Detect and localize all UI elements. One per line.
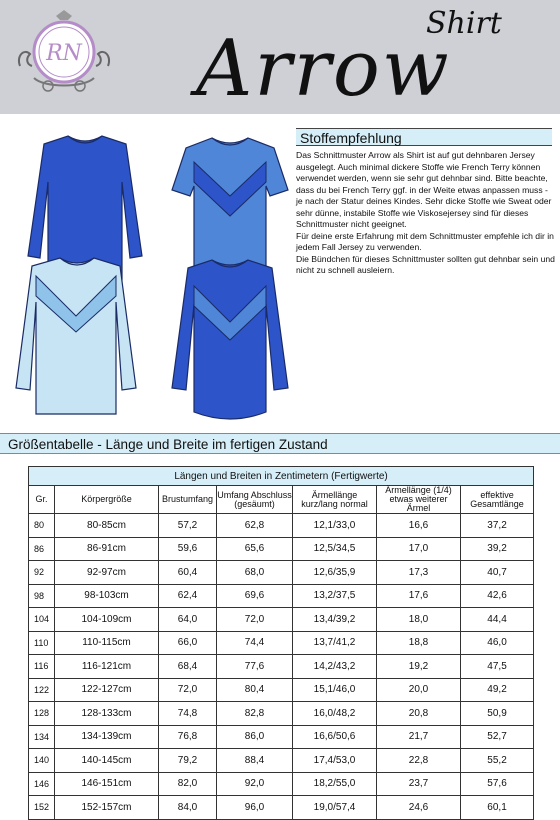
table-cell: 116-121cm	[55, 655, 159, 679]
table-cell: 16,6/50,6	[293, 725, 377, 749]
table-cell: 62,8	[217, 514, 293, 538]
size-cell: 98	[29, 584, 55, 608]
table-row	[29, 678, 534, 702]
table-cell: 82,0	[159, 772, 217, 796]
table-row	[29, 514, 534, 538]
table-cell: 16,0/48,2	[293, 702, 377, 726]
table-cell: 122-127cm	[55, 678, 159, 702]
stoff-paragraph-3: Die Bündchen für dieses Schnittmuster sollten gut dehnbar sein und nicht zu schnell ausleiern.	[296, 253, 555, 275]
shirt-light-longsleeve	[16, 258, 136, 414]
size-cell: 116	[29, 655, 55, 679]
table-cell: 64,0	[159, 608, 217, 632]
table-row	[29, 796, 534, 820]
table-cell: 16,6	[377, 514, 461, 538]
table-cell: 40,7	[461, 561, 534, 585]
table-cell: 86-91cm	[55, 537, 159, 561]
table-caption: Längen und Breiten in Zentimetern (Fertigwerte)	[29, 467, 534, 486]
table-cell: 86,0	[217, 725, 293, 749]
table-cell: 80-85cm	[55, 514, 159, 538]
size-cell: 128	[29, 702, 55, 726]
table-cell: 13,2/37,5	[293, 584, 377, 608]
table-cell: 52,7	[461, 725, 534, 749]
table-cell: 13,7/41,2	[293, 631, 377, 655]
table-row	[29, 608, 534, 632]
stoff-paragraph-2: Für deine erste Erfahrung mit dem Schnittmuster empfehle ich dir in jedem Fall Jersey zu verwenden.	[296, 230, 554, 252]
table-cell: 88,4	[217, 749, 293, 773]
table-cell: 82,8	[217, 702, 293, 726]
table-header-cell: Körpergröße	[55, 486, 159, 514]
table-cell: 84,0	[159, 796, 217, 820]
table-header-cell: Gr.	[29, 486, 55, 514]
table-row	[29, 749, 534, 773]
size-cell: 86	[29, 537, 55, 561]
table-cell: 104-109cm	[55, 608, 159, 632]
table-cell: 59,6	[159, 537, 217, 561]
table-cell: 44,4	[461, 608, 534, 632]
table-cell: 17,3	[377, 561, 461, 585]
title-sub: Shirt	[426, 6, 502, 41]
table-cell: 98-103cm	[55, 584, 159, 608]
table-header-row	[29, 486, 534, 514]
table-cell: 15,1/46,0	[293, 678, 377, 702]
table-row	[29, 561, 534, 585]
table-header-cell: effektive Gesamtlänge	[461, 486, 534, 514]
table-cell: 18,2/55,0	[293, 772, 377, 796]
table-cell: 57,2	[159, 514, 217, 538]
table-cell: 72,0	[217, 608, 293, 632]
table-cell: 17,6	[377, 584, 461, 608]
table-header-cell: Umfang Abschluss (gesäumt)	[217, 486, 293, 514]
table-cell: 17,4/53,0	[293, 749, 377, 773]
table-row	[29, 725, 534, 749]
stoff-title: Stoffempfehlung	[296, 128, 552, 146]
shirt-illustrations	[0, 126, 290, 426]
table-cell: 22,8	[377, 749, 461, 773]
shirt-chevron-shortsleeve	[172, 138, 288, 286]
table-cell: 77,6	[217, 655, 293, 679]
table-header-cell: Ärmellänge (1/4) etwas weiterer Ärmel	[377, 486, 461, 514]
size-table	[28, 466, 533, 820]
table-cell: 17,0	[377, 537, 461, 561]
table-cell: 23,7	[377, 772, 461, 796]
table-cell: 66,0	[159, 631, 217, 655]
header-banner	[0, 0, 560, 114]
table-cell: 21,7	[377, 725, 461, 749]
table-cell: 60,1	[461, 796, 534, 820]
table-cell: 12,6/35,9	[293, 561, 377, 585]
size-cell: 134	[29, 725, 55, 749]
shirt-royal-chevron-longsleeve	[172, 260, 288, 419]
size-cell: 104	[29, 608, 55, 632]
table-cell: 146-151cm	[55, 772, 159, 796]
table-cell: 92-97cm	[55, 561, 159, 585]
table-row	[29, 655, 534, 679]
table-cell: 65,6	[217, 537, 293, 561]
table-row	[29, 702, 534, 726]
table-cell: 18,8	[377, 631, 461, 655]
table-cell: 57,6	[461, 772, 534, 796]
table-cell: 60,4	[159, 561, 217, 585]
table-cell: 134-139cm	[55, 725, 159, 749]
title-main: Arrow	[196, 24, 451, 114]
table-cell: 49,2	[461, 678, 534, 702]
shirt-royal-longsleeve	[28, 136, 142, 280]
table-cell: 74,4	[217, 631, 293, 655]
table-cell: 12,5/34,5	[293, 537, 377, 561]
table-cell: 20,8	[377, 702, 461, 726]
table-cell: 24,6	[377, 796, 461, 820]
table-cell: 79,2	[159, 749, 217, 773]
table-cell: 128-133cm	[55, 702, 159, 726]
table-cell: 18,0	[377, 608, 461, 632]
table-cell: 80,4	[217, 678, 293, 702]
table-cell: 74,8	[159, 702, 217, 726]
table-cell: 19,0/57,4	[293, 796, 377, 820]
size-cell: 122	[29, 678, 55, 702]
size-table-bar: Größentabelle - Länge und Breite im fertigen Zustand	[0, 433, 560, 454]
table-cell: 55,2	[461, 749, 534, 773]
table-cell: 140-145cm	[55, 749, 159, 773]
table-cell: 62,4	[159, 584, 217, 608]
table-header-cell: Ärmellänge kurz/lang normal	[293, 486, 377, 514]
table-cell: 96,0	[217, 796, 293, 820]
table-cell: 72,0	[159, 678, 217, 702]
table-cell: 12,1/33,0	[293, 514, 377, 538]
table-cell: 19,2	[377, 655, 461, 679]
table-cell: 92,0	[217, 772, 293, 796]
table-cell: 37,2	[461, 514, 534, 538]
table-cell: 152-157cm	[55, 796, 159, 820]
table-cell: 68,4	[159, 655, 217, 679]
size-cell: 80	[29, 514, 55, 538]
logo-text: RN	[46, 41, 82, 66]
size-cell: 146	[29, 772, 55, 796]
table-header-cell: Brustumfang	[159, 486, 217, 514]
size-cell: 110	[29, 631, 55, 655]
table-row	[29, 537, 534, 561]
stoff-paragraph-1: Das Schnittmuster Arrow als Shirt ist auf gut dehnbaren Jersey ausgelegt. Auch minimal dickere Stoffe wie French Terry können verwendet werden, wenn sie sehr gut dehnbar sind. Bitte beachte, dass du bei French Terry ggf. in der Weite etwas anpassen muss - je nach der Statur deines Kindes. Sehr dicke Stoffe wie Sweat oder sehr dünne, instabile Stoffe wie Viskosejersey sind für dieses Schnittmuster nicht geeignet.	[296, 150, 552, 229]
table-cell: 68,0	[217, 561, 293, 585]
table-cell: 20,0	[377, 678, 461, 702]
size-cell: 140	[29, 749, 55, 773]
size-cell: 152	[29, 796, 55, 820]
table-cell: 47,5	[461, 655, 534, 679]
brand-logo	[14, 8, 114, 104]
table-cell: 42,6	[461, 584, 534, 608]
table-row	[29, 584, 534, 608]
table-cell: 50,9	[461, 702, 534, 726]
table-cell: 69,6	[217, 584, 293, 608]
size-cell: 92	[29, 561, 55, 585]
table-cell: 76,8	[159, 725, 217, 749]
table-cell: 39,2	[461, 537, 534, 561]
table-row	[29, 631, 534, 655]
stoff-text	[296, 150, 556, 277]
table-cell: 14,2/43,2	[293, 655, 377, 679]
table-cell: 46,0	[461, 631, 534, 655]
table-cell: 13,4/39,2	[293, 608, 377, 632]
table-cell: 110-115cm	[55, 631, 159, 655]
